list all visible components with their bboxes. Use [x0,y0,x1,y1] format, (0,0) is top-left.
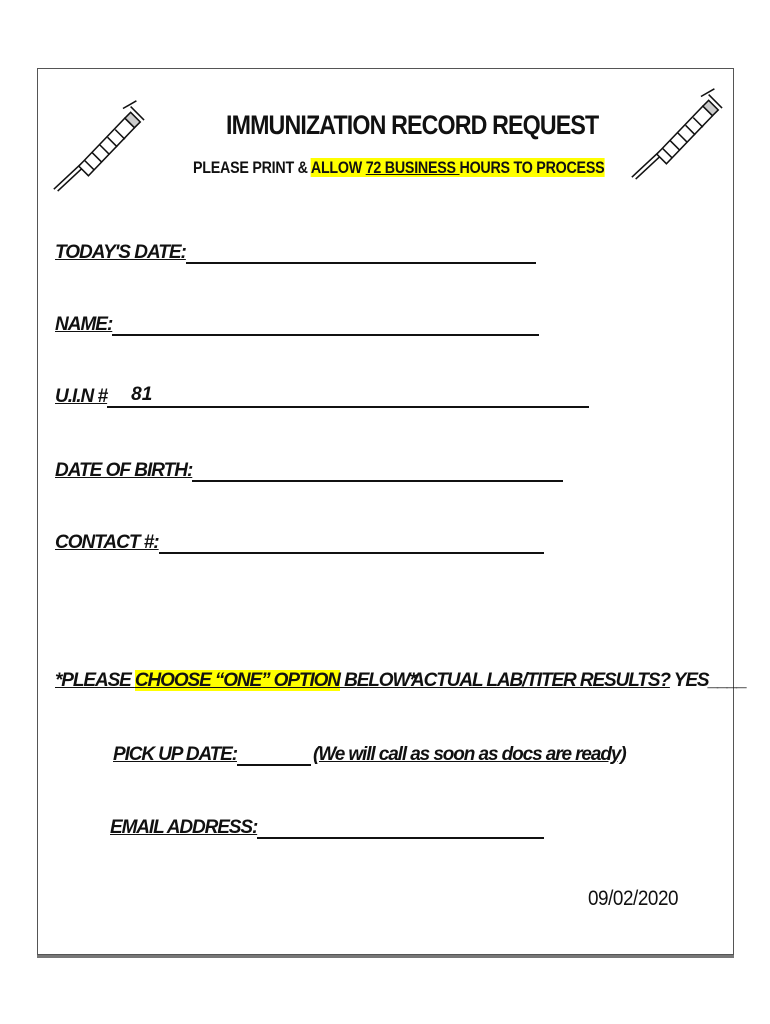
name-field[interactable] [55,308,539,336]
name-label: NAME: [55,314,113,335]
todays-date-label: TODAY'S DATE: [55,242,186,263]
subtitle-allow: ALLOW [310,158,366,177]
uin-line[interactable] [107,384,589,408]
name-line[interactable] [112,312,539,336]
email-label: EMAIL ADDRESS: [110,817,258,838]
subtitle-highlight [311,158,605,177]
dob-field[interactable] [55,454,563,482]
subtitle-prefix: PLEASE PRINT & [193,158,311,177]
lab-results-label: ACTUAL LAB/TITER RESULTS? [411,670,670,691]
choose-highlight: CHOOSE “ONE” OPTION [134,670,340,691]
uin-field[interactable] [55,380,589,408]
contact-label: CONTACT #: [55,532,159,553]
choose-suffix: BELOW* [339,670,416,691]
page-title: IMMUNIZATION RECORD REQUEST [226,110,599,140]
subtitle-suffix: HOURS TO PROCESS [459,158,605,177]
choose-prefix: *PLEASE [55,670,135,691]
dob-label: DATE OF BIRTH: [55,460,193,481]
pickup-note: (We will call as soon as docs are ready) [312,744,626,765]
contact-line[interactable] [159,530,544,554]
syringe-icon [50,97,146,193]
choose-option-instruction [55,670,416,692]
pickup-option[interactable] [113,742,626,766]
pickup-label: PICK UP DATE: [113,744,237,765]
pickup-date-line[interactable] [237,742,311,766]
contact-field[interactable] [55,526,544,554]
dob-line[interactable] [192,458,563,482]
page-subtitle [193,158,604,178]
uin-label: U.I.N # [55,386,108,407]
form-revision-date: 09/02/2020 [588,887,679,910]
todays-date-line[interactable] [186,240,536,264]
uin-value: 81 [131,384,153,405]
email-line[interactable] [257,815,544,839]
lab-results-option[interactable] [411,670,746,692]
email-option[interactable] [110,815,544,839]
subtitle-hours-underlined: 72 BUSINESS [365,158,460,177]
lab-results-yes[interactable]: YES____ [673,670,747,691]
todays-date-field[interactable] [55,236,536,264]
syringe-icon [628,85,724,181]
